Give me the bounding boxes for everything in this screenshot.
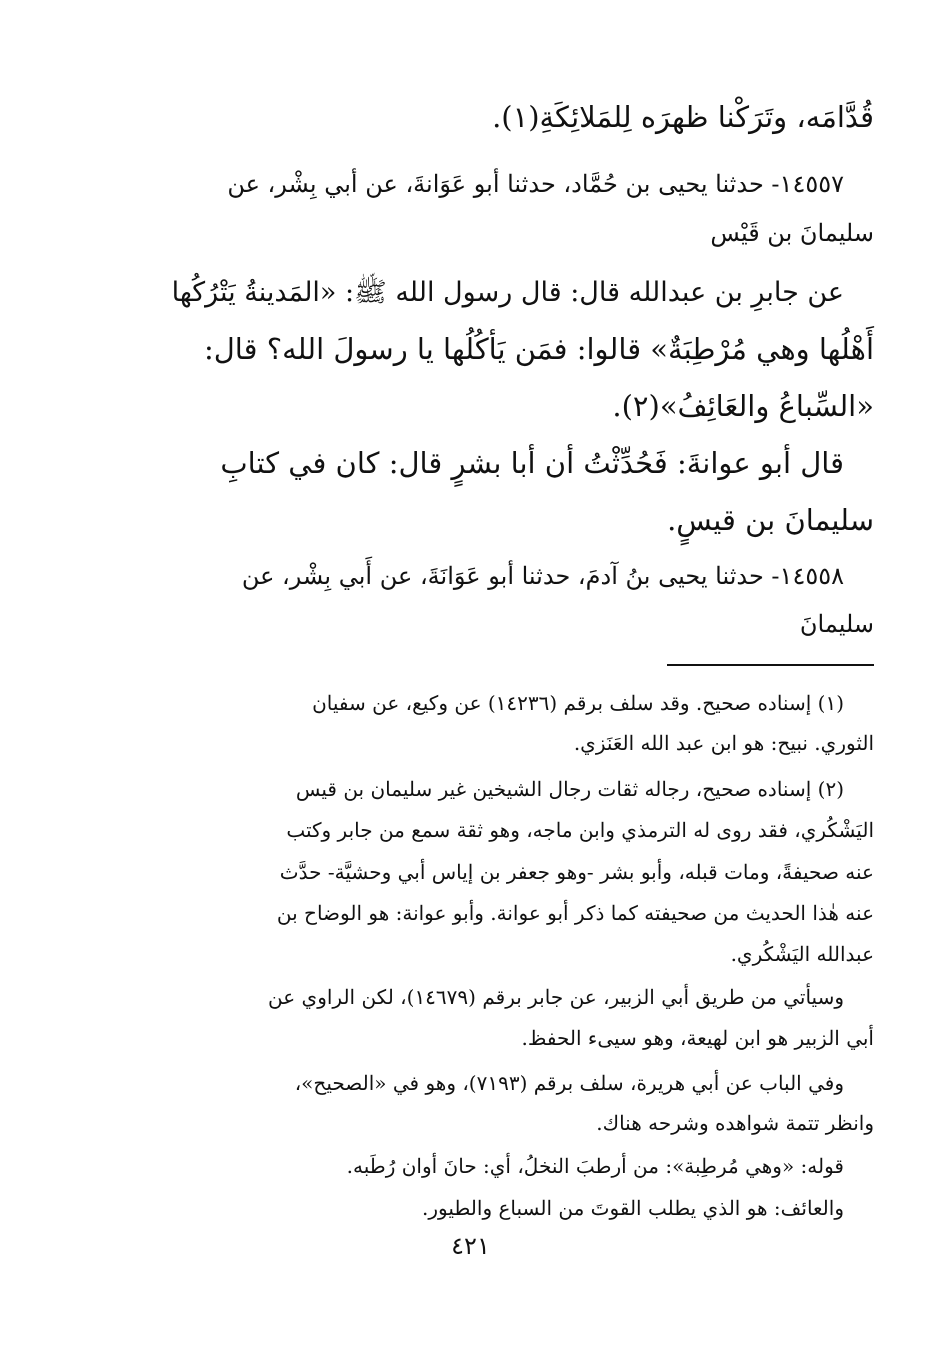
footnote-line: قوله: «وهي مُرطِبة»: من أرطبَ النخلُ، أي: حانَ أوان رُطَبه. xyxy=(346,1154,844,1178)
hadith-text-line: سليمانَ بن قيسٍ. xyxy=(667,503,874,537)
hadith-chain-line: سليمانَ بن قَيْس xyxy=(710,219,874,247)
hadith-chain-line: ١٤٥٥٨- حدثنا يحيى بنُ آدمَ، حدثنا أبو عَوَانَةَ، عن أَبي بِشْر، عن xyxy=(241,562,844,590)
footnote-line: عنه هٰذا الحديث من صحيفته كما ذكر أبو عوانة. وأبو عوانة: هو الوضاح بن xyxy=(276,901,874,925)
hadith-text-line: عن جابرِ بن عبدالله قال: قال رسول الله ﷺ: «المَدينةُ يَتْرُكُها xyxy=(171,277,844,308)
hadith-text-line: «السِّباعُ والعَائِفُ»(٢). xyxy=(612,389,874,423)
footnote-line: (٢) إسناده صحيح، رجاله ثقات رجال الشيخين غير سليمان بن قيس xyxy=(295,777,844,801)
footnote-line: الثوري. نبيح: هو ابن عبد الله العَنَزي. xyxy=(573,731,874,755)
footnote-line: أبي الزبير هو ابن لهيعة، وهو سيىء الحفظ. xyxy=(521,1026,874,1050)
footnote-line: (١) إسناده صحيح. وقد سلف برقم (١٤٢٣٦) عن وكيع، عن سفيان xyxy=(312,691,844,715)
page-number: ٤٢١ xyxy=(451,1232,490,1260)
hadith-chain-line: ١٤٥٥٧- حدثنا يحيى بن حُمَّاد، حدثنا أبو عَوَانةَ، عن أبي بِشْر، عن xyxy=(227,170,844,198)
main-text-line: قُدَّامَه، وتَرَكْنا ظهرَه لِلمَلائِكَةِ(١). xyxy=(492,100,874,134)
footnote-line: وسيأتي من طريق أبي الزبير، عن جابر برقم (١٤٦٧٩)، لكن الراوي عن xyxy=(268,985,844,1009)
footnote-line: وفي الباب عن أبي هريرة، سلف برقم (٧١٩٣)، وهو في «الصحيح»، xyxy=(294,1071,844,1095)
footnote-line: عنه صحيفةً، ومات قبله، وأبو بشر -وهو جعفر بن إياس أبي وحشيَّة- حدَّث xyxy=(279,860,874,884)
hadith-chain-line: سليمانَ xyxy=(799,610,874,638)
footnote-line: والعائف: هو الذي يطلب القوتَ من السباع والطيور. xyxy=(422,1196,844,1220)
hadith-text-line: قال أبو عوانةَ: فَحُدِّثْتُ أن أبا بشرٍ قال: كان في كتابِ xyxy=(220,446,844,480)
footnote-separator xyxy=(667,664,874,666)
book-page xyxy=(162,0,874,1358)
footnote-line: اليَشْكُري، فقد روى له الترمذي وابن ماجه، وهو ثقة سمع من جابر وكتب xyxy=(286,818,874,842)
footnote-line: عبدالله اليَشْكُري. xyxy=(730,942,874,966)
hadith-text-line: أَهْلُها وهي مُرْطِبَةٌ» قالوا: فمَن يَأكُلُها يا رسولَ الله؟ قال: xyxy=(203,332,874,366)
footnote-line: وانظر تتمة شواهده وشرحه هناك. xyxy=(596,1111,874,1135)
